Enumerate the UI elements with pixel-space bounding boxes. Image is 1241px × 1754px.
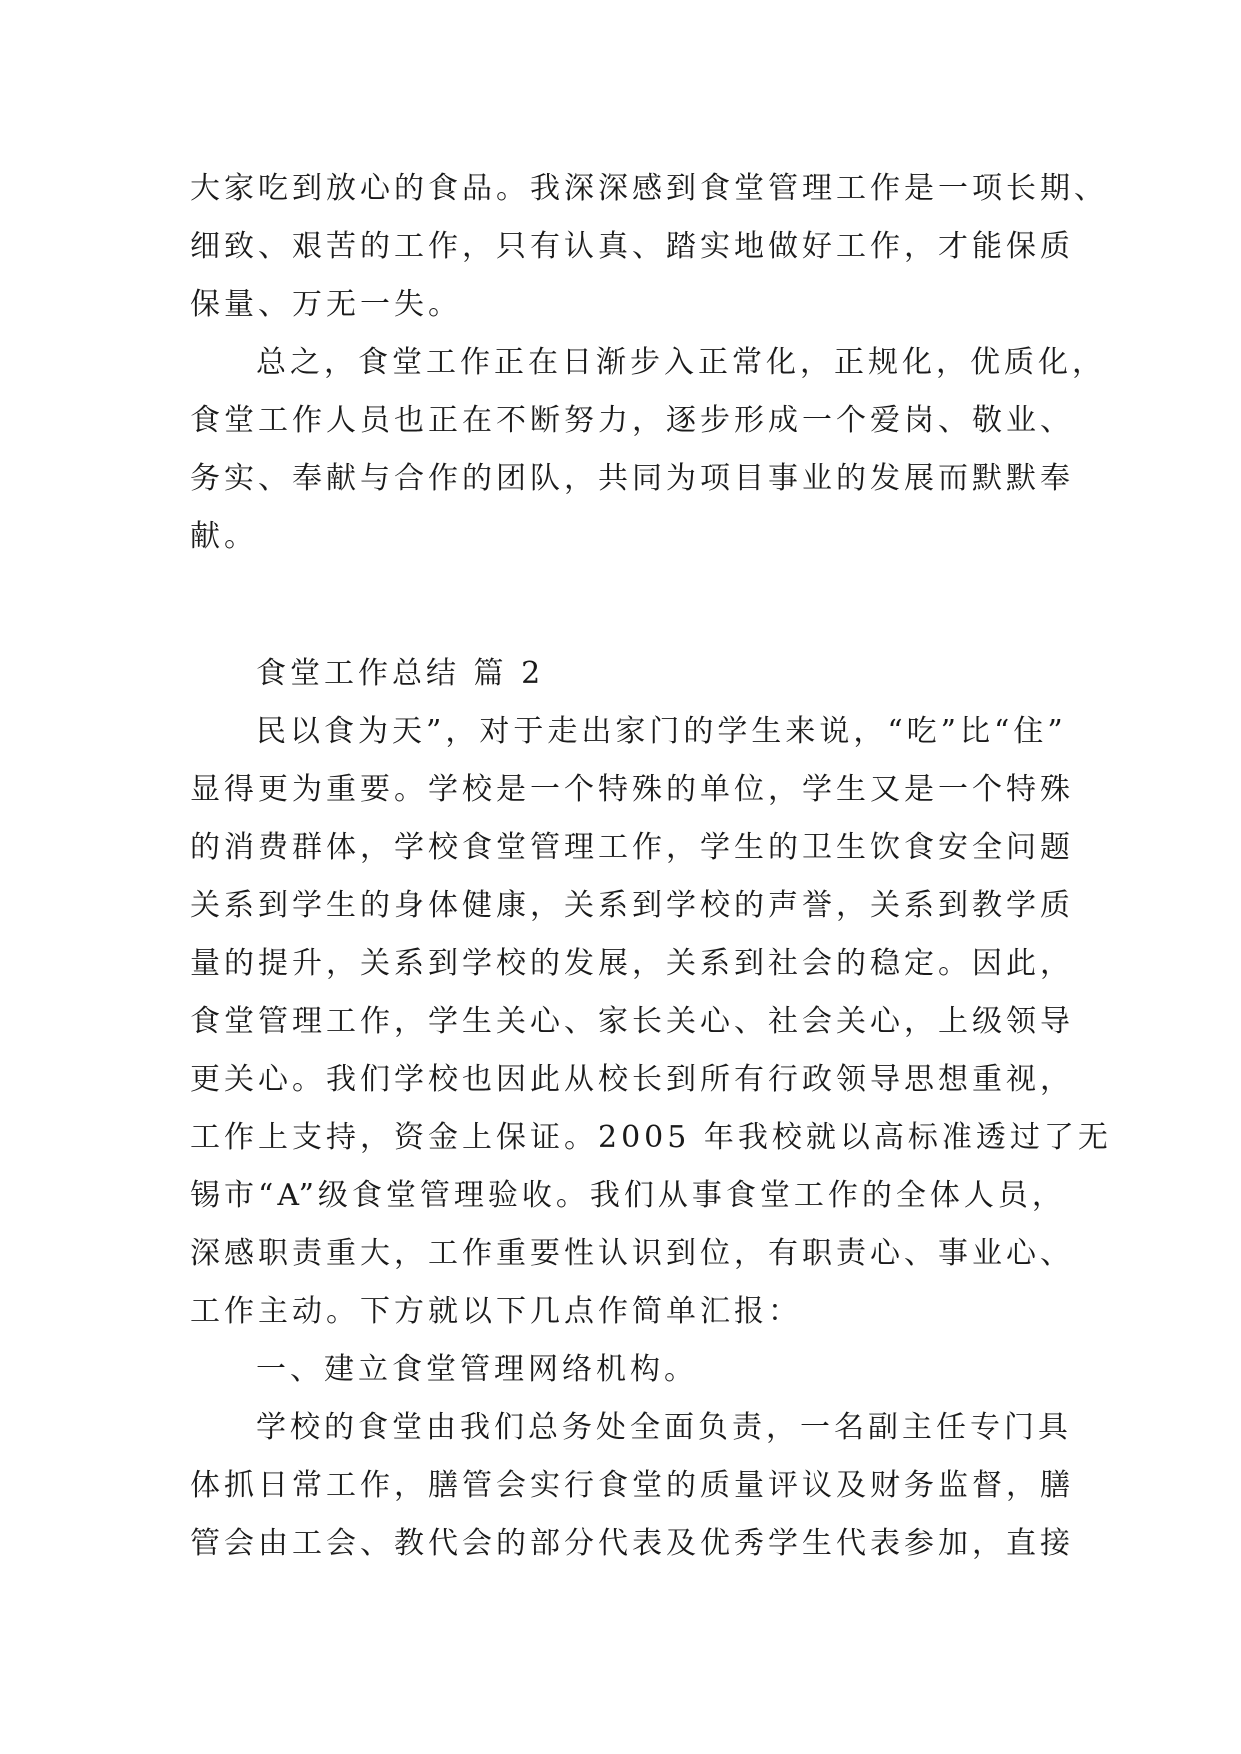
text-line: 量的提升，关系到学校的发展，关系到社会的稳定。因此，: [190, 946, 1074, 981]
text-line: 关系到学生的身体健康，关系到学校的声誉，关系到教学质: [190, 888, 1074, 923]
section-2-block: [190, 645, 1112, 1573]
text-line: 学校的食堂由我们总务处全面负责，一名副主任专门具: [256, 1410, 1072, 1445]
text-line: 保量、万无一失。: [190, 287, 462, 322]
text-line: 工作主动。下方就以下几点作简单汇报：: [190, 1294, 802, 1329]
text-line: 深感职责重大，工作重要性认识到位，有职责心、事业心、: [190, 1236, 1074, 1271]
text-line: 更关心。我们学校也因此从校长到所有行政领导思想重视，: [190, 1062, 1074, 1097]
text-line: 锡市“A”级食堂管理验收。我们从事食堂工作的全体人员，: [190, 1178, 1066, 1213]
text-line: 献。: [190, 519, 258, 554]
text-line: 体抓日常工作，膳管会实行食堂的质量评议及财务监督，膳: [190, 1468, 1074, 1503]
text-line: 务实、奉献与合作的团队，共同为项目事业的发展而默默奉: [190, 461, 1074, 496]
text-line: 食堂管理工作，学生关心、家长关心、社会关心，上级领导: [190, 1004, 1074, 1039]
text-line: 民以食为天”，对于走出家门的学生来说，“吃”比“住”: [256, 714, 1067, 749]
text-line: 管会由工会、教代会的部分代表及优秀学生代表参加，直接: [190, 1526, 1074, 1561]
text-line: 一、建立食堂管理网络机构。: [256, 1352, 698, 1387]
text-line: 食堂工作人员也正在不断努力，逐步形成一个爱岗、敬业、: [190, 403, 1074, 438]
paragraph-block-top: [190, 160, 1108, 566]
text-line: 总之，食堂工作正在日渐步入正常化，正规化，优质化，: [256, 345, 1106, 380]
text-line: 显得更为重要。学校是一个特殊的单位，学生又是一个特殊: [190, 772, 1074, 807]
text-line: 大家吃到放心的食品。我深深感到食堂管理工作是一项长期、: [190, 171, 1108, 206]
text-line: 工作上支持，资金上保证。2005 年我校就以高标准透过了无: [190, 1120, 1112, 1155]
text-line: 细致、艰苦的工作，只有认真、踏实地做好工作，才能保质: [190, 229, 1074, 264]
text-line: 的消费群体，学校食堂管理工作，学生的卫生饮食安全问题: [190, 830, 1074, 865]
section-heading: 食堂工作总结 篇 2: [256, 656, 545, 691]
